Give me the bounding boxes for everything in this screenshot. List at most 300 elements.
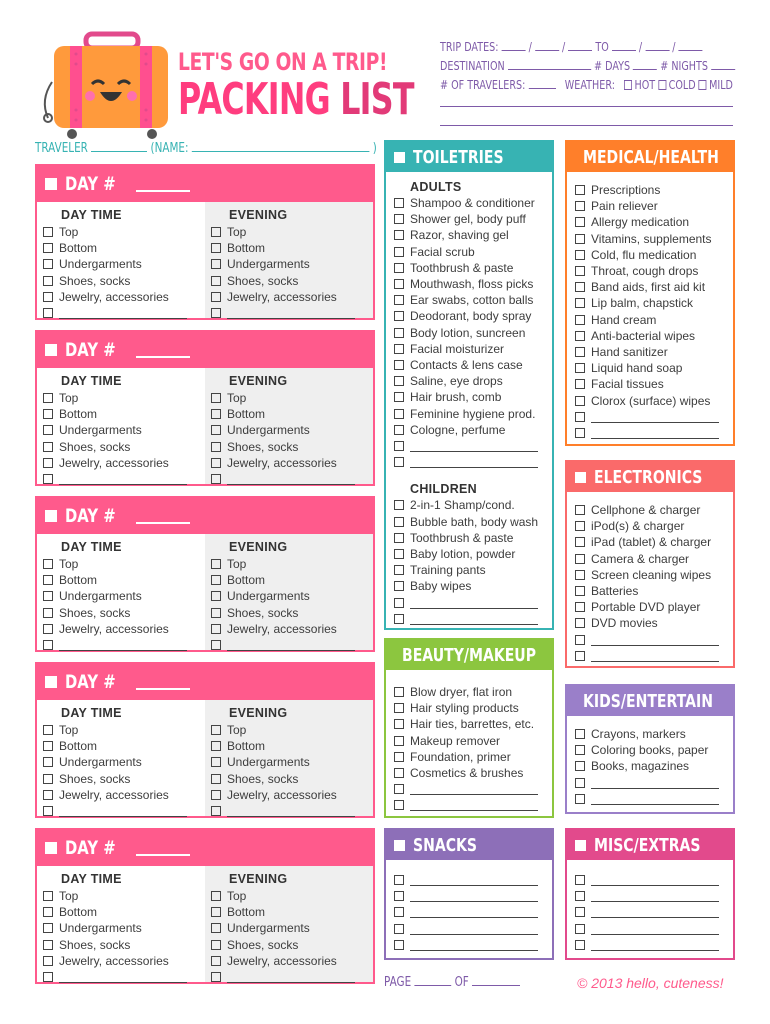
write-in-line[interactable] — [59, 308, 187, 319]
item-label: Saline, eye drops — [410, 374, 503, 389]
checkbox[interactable] — [394, 392, 404, 402]
day-number-field[interactable] — [136, 342, 190, 358]
checkbox[interactable] — [211, 425, 221, 435]
write-in-line[interactable] — [591, 907, 719, 918]
children-list — [394, 497, 552, 627]
square-icon — [45, 510, 57, 522]
checkbox[interactable] — [394, 457, 404, 467]
trip-end-year-field[interactable] — [679, 40, 703, 51]
checkbox[interactable] — [575, 570, 585, 580]
misc-header — [567, 830, 733, 860]
checkbox[interactable] — [43, 393, 53, 403]
checkbox[interactable] — [43, 575, 53, 585]
electronics-list — [567, 492, 733, 664]
square-icon — [45, 676, 57, 688]
blank-item — [394, 888, 552, 904]
title-big — [178, 74, 414, 125]
checklist-item — [211, 588, 373, 604]
item-label: Crayons, markers — [591, 727, 686, 741]
checkbox[interactable] — [43, 725, 53, 735]
item-label: Top — [227, 723, 247, 737]
write-in-line[interactable] — [410, 924, 538, 935]
checklist-item — [394, 765, 552, 781]
day-columns — [37, 866, 373, 982]
checkbox[interactable] — [43, 923, 53, 933]
checkbox[interactable] — [394, 311, 404, 321]
checkbox[interactable] — [211, 790, 221, 800]
checkbox[interactable] — [575, 428, 585, 438]
traveler-number-field[interactable] — [91, 140, 147, 152]
checkbox[interactable] — [43, 292, 53, 302]
checkbox[interactable] — [211, 243, 221, 253]
item-label: Allergy medication — [591, 215, 690, 230]
write-in-line[interactable] — [591, 794, 719, 805]
checkbox[interactable] — [211, 624, 221, 634]
checkbox[interactable] — [211, 940, 221, 950]
checkbox[interactable] — [575, 201, 585, 211]
checkbox[interactable] — [211, 972, 221, 982]
day-header — [37, 498, 373, 534]
daytime-column — [37, 700, 205, 816]
checkbox[interactable] — [394, 907, 404, 917]
nights-field[interactable] — [711, 59, 735, 70]
days-field[interactable] — [633, 59, 657, 70]
item-label: iPod(s) & charger — [591, 519, 685, 534]
write-in-line[interactable] — [410, 875, 538, 886]
hot-checkbox[interactable] — [624, 80, 632, 90]
checkbox[interactable] — [575, 907, 585, 917]
item-label: Top — [227, 391, 247, 405]
checkbox[interactable] — [394, 940, 404, 950]
page-number-field[interactable] — [414, 975, 451, 986]
item-label: Facial scrub — [410, 244, 475, 259]
checkbox[interactable] — [394, 533, 404, 543]
checkbox[interactable] — [43, 442, 53, 452]
write-in-line[interactable] — [227, 806, 355, 817]
daytime-column — [37, 866, 205, 982]
checkbox[interactable] — [394, 891, 404, 901]
trip-end-day-field[interactable] — [645, 40, 669, 51]
checkbox[interactable] — [575, 396, 585, 406]
checkbox[interactable] — [43, 308, 53, 318]
checkbox[interactable] — [211, 907, 221, 917]
checkbox[interactable] — [43, 806, 53, 816]
item-label: Batteries — [591, 584, 639, 599]
item-label: Shower gel, body puff — [410, 212, 526, 227]
checkbox[interactable] — [43, 757, 53, 767]
item-label: Top — [59, 391, 79, 405]
checkbox[interactable] — [394, 279, 404, 289]
square-icon — [394, 840, 405, 851]
checkbox[interactable] — [394, 500, 404, 510]
checkbox[interactable] — [575, 729, 585, 739]
weather-label: WEATHER: — [564, 78, 615, 92]
paren-close: ) — [372, 141, 377, 156]
destination-field[interactable] — [508, 59, 591, 70]
checkbox[interactable] — [394, 800, 404, 810]
checklist-item — [575, 599, 733, 615]
checkbox[interactable] — [211, 227, 221, 237]
item-label: Facial tissues — [591, 377, 664, 392]
checklist-item — [394, 325, 552, 341]
checklist-item — [211, 224, 373, 240]
item-label: Bottom — [227, 241, 266, 256]
checkbox[interactable] — [575, 363, 585, 373]
checkbox[interactable] — [211, 458, 221, 468]
blank-item — [575, 888, 733, 904]
write-in-line[interactable] — [591, 412, 719, 423]
checkbox[interactable] — [43, 608, 53, 618]
checkbox[interactable] — [43, 940, 53, 950]
checkbox[interactable] — [394, 549, 404, 559]
evening-column — [205, 700, 373, 816]
checkbox[interactable] — [575, 924, 585, 934]
checkbox[interactable] — [394, 295, 404, 305]
kids-list — [567, 716, 733, 807]
square-icon — [575, 840, 586, 851]
snacks-panel — [384, 828, 554, 960]
blank-item — [211, 803, 373, 819]
of-label: OF — [454, 975, 469, 990]
item-label: Foundation, primer — [410, 749, 511, 764]
checkbox[interactable] — [211, 276, 221, 286]
checkbox[interactable] — [575, 651, 585, 661]
write-in-line[interactable] — [410, 598, 538, 609]
checkbox[interactable] — [394, 344, 404, 354]
checkbox[interactable] — [394, 247, 404, 257]
checkbox[interactable] — [575, 217, 585, 227]
day-number-field[interactable] — [136, 508, 190, 524]
checkbox[interactable] — [211, 608, 221, 618]
checkbox[interactable] — [575, 298, 585, 308]
toiletries-panel — [384, 140, 554, 630]
checkbox[interactable] — [394, 263, 404, 273]
checkbox[interactable] — [211, 292, 221, 302]
checklist-item — [43, 439, 205, 455]
checkbox[interactable] — [394, 425, 404, 435]
checklist-item — [394, 530, 552, 546]
checkbox[interactable] — [575, 554, 585, 564]
checklist-item — [575, 583, 733, 599]
checkbox[interactable] — [43, 591, 53, 601]
checklist-item — [394, 422, 552, 438]
cold-checkbox[interactable] — [658, 80, 666, 90]
item-label: Jewelry, accessories — [227, 621, 337, 636]
checkbox[interactable] — [211, 442, 221, 452]
checkbox[interactable] — [575, 745, 585, 755]
slash-text: / — [528, 40, 532, 54]
checkbox[interactable] — [394, 875, 404, 885]
checkbox[interactable] — [43, 409, 53, 419]
item-label: Cellphone & charger — [591, 503, 701, 517]
item-label: Undergarments — [227, 921, 310, 936]
checkbox[interactable] — [394, 409, 404, 419]
day-panel — [35, 828, 375, 984]
checkbox[interactable] — [394, 614, 404, 624]
item-label: Bottom — [59, 407, 98, 422]
checklist-item — [211, 888, 373, 904]
blank-item — [575, 632, 733, 648]
checkbox[interactable] — [394, 441, 404, 451]
checkbox[interactable] — [43, 741, 53, 751]
item-label: Jewelry, accessories — [227, 953, 337, 968]
checkbox[interactable] — [394, 198, 404, 208]
checklist-item — [575, 182, 733, 198]
notes-line[interactable] — [440, 106, 733, 107]
medical-list — [567, 172, 733, 441]
title-big-list: LIST — [340, 74, 414, 125]
item-label: Bottom — [59, 573, 98, 588]
trip-start-year-field[interactable] — [568, 40, 592, 51]
item-label: Screen cleaning wipes — [591, 567, 712, 582]
page-total-field[interactable] — [472, 975, 520, 986]
write-in-line[interactable] — [410, 441, 538, 452]
checkbox[interactable] — [575, 891, 585, 901]
checkbox[interactable] — [394, 565, 404, 575]
write-in-line[interactable] — [410, 891, 538, 902]
item-label: Bottom — [227, 407, 266, 422]
write-in-line[interactable] — [59, 640, 187, 651]
checkbox[interactable] — [43, 559, 53, 569]
item-label: Shampoo & conditioner — [410, 196, 535, 210]
write-in-line[interactable] — [591, 428, 719, 439]
checkbox[interactable] — [394, 736, 404, 746]
write-in-line[interactable] — [227, 308, 355, 319]
checkbox[interactable] — [211, 409, 221, 419]
blank-item — [394, 438, 552, 454]
write-in-line[interactable] — [59, 972, 187, 983]
checkbox[interactable] — [575, 586, 585, 596]
checkbox[interactable] — [43, 227, 53, 237]
beauty-list — [386, 670, 552, 814]
adults-heading: ADULTS — [410, 180, 462, 194]
write-in-line[interactable] — [227, 972, 355, 983]
checkbox[interactable] — [43, 243, 53, 253]
checkbox[interactable] — [211, 474, 221, 484]
item-label: Band aids, first aid kit — [591, 280, 706, 295]
day-columns — [37, 202, 373, 318]
checkbox[interactable] — [575, 537, 585, 547]
checkbox[interactable] — [575, 618, 585, 628]
day-header — [37, 830, 373, 866]
checklist-item — [211, 256, 373, 272]
item-label: Razor, shaving gel — [410, 228, 509, 243]
checkbox[interactable] — [211, 308, 221, 318]
checkbox[interactable] — [575, 379, 585, 389]
checkbox[interactable] — [575, 761, 585, 771]
checkbox[interactable] — [575, 635, 585, 645]
daytime-heading: DAY TIME — [61, 706, 122, 720]
checkbox[interactable] — [211, 393, 221, 403]
checkbox[interactable] — [394, 360, 404, 370]
checkbox[interactable] — [575, 331, 585, 341]
write-in-line[interactable] — [591, 875, 719, 886]
blank-item — [575, 648, 733, 664]
checkbox[interactable] — [43, 790, 53, 800]
write-in-line[interactable] — [591, 924, 719, 935]
travelers-field[interactable] — [528, 78, 555, 89]
write-in-line[interactable] — [410, 907, 538, 918]
checkbox[interactable] — [211, 757, 221, 767]
checkbox[interactable] — [575, 250, 585, 260]
checkbox[interactable] — [43, 972, 53, 982]
item-label: Jewelry, accessories — [227, 455, 337, 470]
checklist-item — [43, 888, 205, 904]
checkbox[interactable] — [394, 598, 404, 608]
checkbox[interactable] — [211, 259, 221, 269]
evening-column — [205, 202, 373, 318]
day-number-field[interactable] — [136, 674, 190, 690]
item-label: Jewelry, accessories — [227, 289, 337, 304]
blank-item — [575, 425, 733, 441]
checkbox[interactable] — [394, 719, 404, 729]
checklist-item — [211, 953, 373, 969]
item-label: Shoes, socks — [227, 605, 299, 620]
checklist-item — [43, 240, 205, 256]
item-label: Undergarments — [227, 423, 310, 438]
checklist-item — [211, 787, 373, 803]
checkbox[interactable] — [575, 778, 585, 788]
checkbox[interactable] — [575, 266, 585, 276]
beauty-header — [386, 640, 552, 670]
checkbox[interactable] — [211, 891, 221, 901]
write-in-line[interactable] — [591, 778, 719, 789]
checkbox[interactable] — [211, 806, 221, 816]
traveler-name-field[interactable] — [192, 140, 370, 152]
item-label: Shoes, socks — [227, 937, 299, 952]
checkbox[interactable] — [211, 956, 221, 966]
checkbox[interactable] — [394, 924, 404, 934]
checklist-item — [43, 787, 205, 803]
checkbox[interactable] — [394, 768, 404, 778]
checkbox[interactable] — [575, 234, 585, 244]
checkbox[interactable] — [394, 581, 404, 591]
mild-checkbox[interactable] — [699, 80, 707, 90]
checklist-item — [211, 289, 373, 305]
checkbox[interactable] — [394, 752, 404, 762]
write-in-line[interactable] — [410, 940, 538, 951]
checkbox[interactable] — [43, 624, 53, 634]
write-in-line[interactable] — [591, 635, 719, 646]
checkbox[interactable] — [211, 640, 221, 650]
day-number-field[interactable] — [136, 176, 190, 192]
checklist-item — [575, 726, 733, 742]
day-columns — [37, 534, 373, 650]
checkbox[interactable] — [575, 412, 585, 422]
day-number-field[interactable] — [136, 840, 190, 856]
write-in-line[interactable] — [227, 474, 355, 485]
checkbox[interactable] — [43, 474, 53, 484]
trip-start-day-field[interactable] — [535, 40, 559, 51]
checkbox[interactable] — [211, 725, 221, 735]
write-in-line[interactable] — [59, 474, 187, 485]
checkbox[interactable] — [575, 940, 585, 950]
checkbox[interactable] — [394, 376, 404, 386]
item-label: Throat, cough drops — [591, 264, 699, 279]
checkbox[interactable] — [575, 347, 585, 357]
checklist-item — [394, 497, 552, 513]
write-in-line[interactable] — [410, 800, 538, 811]
write-in-line[interactable] — [410, 614, 538, 625]
checkbox[interactable] — [43, 956, 53, 966]
checkbox[interactable] — [394, 703, 404, 713]
checkbox[interactable] — [211, 591, 221, 601]
write-in-line[interactable] — [59, 806, 187, 817]
checkbox[interactable] — [394, 230, 404, 240]
write-in-line[interactable] — [591, 891, 719, 902]
item-label: Bottom — [59, 905, 98, 920]
checkbox[interactable] — [211, 741, 221, 751]
checkbox[interactable] — [575, 505, 585, 515]
write-in-line[interactable] — [410, 784, 538, 795]
checkbox[interactable] — [43, 259, 53, 269]
checklist-item — [211, 738, 373, 754]
item-label: Cold, flu medication — [591, 247, 697, 262]
checkbox[interactable] — [211, 923, 221, 933]
checkbox[interactable] — [575, 602, 585, 612]
checkbox[interactable] — [394, 784, 404, 794]
checklist-item — [394, 716, 552, 732]
checkbox[interactable] — [43, 425, 53, 435]
evening-heading: EVENING — [229, 540, 288, 554]
day-title: DAY # — [65, 505, 116, 527]
blank-item — [575, 921, 733, 937]
square-icon — [45, 178, 57, 190]
checkbox[interactable] — [394, 517, 404, 527]
checkbox[interactable] — [43, 458, 53, 468]
page-label: PAGE — [384, 975, 412, 990]
checkbox[interactable] — [43, 891, 53, 901]
evening-heading: EVENING — [229, 706, 288, 720]
checkbox[interactable] — [43, 907, 53, 917]
checkbox[interactable] — [575, 315, 585, 325]
checkbox[interactable] — [211, 575, 221, 585]
evening-column — [205, 368, 373, 484]
item-label: Jewelry, accessories — [59, 621, 169, 636]
checklist-item — [43, 256, 205, 272]
write-in-line[interactable] — [591, 940, 719, 951]
checkbox[interactable] — [211, 559, 221, 569]
checklist-item — [43, 422, 205, 438]
checkbox[interactable] — [394, 687, 404, 697]
checkbox[interactable] — [394, 214, 404, 224]
blank-item — [43, 637, 205, 653]
checkbox[interactable] — [43, 640, 53, 650]
kids-header — [567, 686, 733, 716]
checklist-item — [394, 684, 552, 700]
checkbox[interactable] — [575, 521, 585, 531]
checkbox[interactable] — [43, 276, 53, 286]
checklist-item — [43, 937, 205, 953]
checkbox[interactable] — [575, 282, 585, 292]
checkbox[interactable] — [211, 774, 221, 784]
checkbox[interactable] — [43, 774, 53, 784]
item-label: Top — [59, 889, 79, 903]
trip-start-month-field[interactable] — [502, 40, 526, 51]
slash-text: / — [672, 40, 676, 54]
checklist-item — [43, 572, 205, 588]
checkbox[interactable] — [575, 185, 585, 195]
trip-end-month-field[interactable] — [612, 40, 636, 51]
notes-line[interactable] — [440, 125, 733, 126]
checkbox[interactable] — [575, 794, 585, 804]
write-in-line[interactable] — [227, 640, 355, 651]
write-in-line[interactable] — [410, 457, 538, 468]
checkbox[interactable] — [575, 875, 585, 885]
checklist-item — [43, 406, 205, 422]
write-in-line[interactable] — [591, 651, 719, 662]
checkbox[interactable] — [394, 328, 404, 338]
